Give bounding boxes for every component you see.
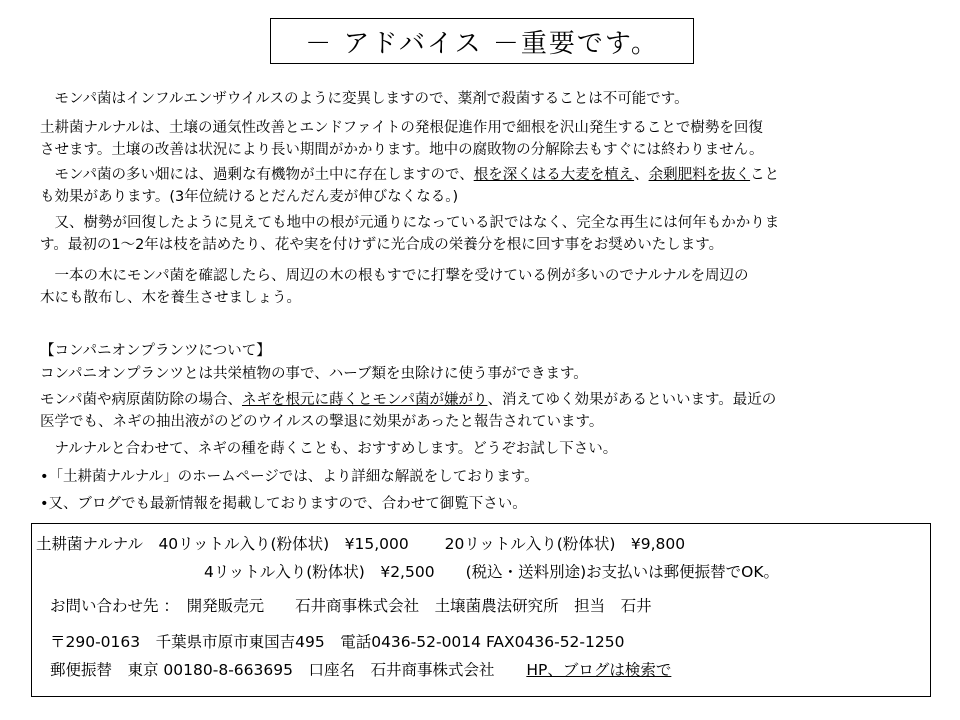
text-line: モンパ菌はインフルエンザウイルスのように変異しますので、薬剤で殺菌することは不可能です。 — [40, 91, 689, 107]
postal-account-text: 郵便振替 東京 00180-8-663695 口座名 石井商事株式会社 — [50, 661, 495, 679]
paragraph-try — [40, 438, 920, 460]
text-line: 、消えてゆく効果があるといいます。最近の — [487, 392, 777, 408]
text-line: 土耕菌ナルナルは、土壌の通気性改善とエンドファイトの発根促進作用で細根を沢山発生することで樹勢を回復 — [40, 120, 763, 136]
text-line: 木にも散布し、木を養生させましょう。 — [40, 290, 301, 306]
page-title-box — [270, 18, 694, 64]
text-line: モンパ菌や病原菌防除の場合、 — [40, 392, 242, 408]
text-line: させます。土壌の改善は状況により長い期間がかかります。地中の腐敗物の分解除去もすぐには終わりません。 — [40, 142, 764, 158]
text-line: 又、樹勢が回復したように見えても地中の根が元通りになっている訳ではなく、完全な再生には何年もかかりま — [40, 215, 780, 231]
text-line: 一本の木にモンパ菌を確認したら、周辺の木の根もすでに打撃を受けている例が多いのでナルナルを周辺の — [40, 268, 749, 284]
hp-search-link[interactable]: HP、ブログは検索で — [526, 661, 672, 679]
paragraph-companion — [40, 363, 920, 385]
section-heading — [40, 340, 920, 362]
contact-line: お問い合わせ先 ： 開発販売元 石井商事株式会社 土壌菌農法研究所 担当 石井 — [50, 597, 652, 615]
paragraph-variation — [40, 88, 920, 110]
text-line: モンパ菌の多い畑には、過剰な有機物が土中に存在しますので、 — [40, 167, 474, 183]
underlined-text: ネギを根元に蒔くとモンパ菌が嫌がり — [241, 392, 488, 408]
text-line: ナルナルと合わせて、ネギの種を蒔くことも、おすすめします。どうぞお試し下さい。 — [40, 441, 618, 457]
paragraph-recovery — [40, 212, 920, 256]
underlined-text: 余剰肥料を抜く — [648, 167, 751, 183]
text-line: 医学でも、ネギの抽出液がのどのウイルスの撃退に効果があったと報告されています。 — [40, 414, 604, 430]
text-line: •又、ブログでも最新情報を掲載しておりますので、合わせて御覧下さい。 — [40, 496, 527, 512]
text-line: コンパニオンプランツとは共栄植物の事で、ハーブ類を虫除けに使う事ができます。 — [40, 366, 588, 382]
text-line: す。最初の1～2年は枝を詰めたり、花や実を付けずに光合成の栄養分を根に回す事をお奨めいたします。 — [40, 237, 724, 253]
paragraph-negi — [40, 389, 920, 433]
paragraph-barley — [40, 164, 920, 208]
bullet-blog — [40, 493, 920, 515]
heading-text: 【コンパニオンプランツについて】 — [40, 343, 271, 359]
text-line: 、 — [634, 167, 649, 183]
text-line: こと — [750, 167, 780, 183]
paragraph-surrounding-trees — [40, 265, 920, 309]
text-line: •「土耕菌ナルナル」のホームページでは、より詳細な解説をしております。 — [40, 469, 539, 485]
underlined-text: 根を深くはる大麦を植え — [473, 167, 635, 183]
address-line: 〒290-0163 千葉県市原市東国吉495 電話0436-52-0014 FAX0436-52-1250 — [50, 633, 625, 651]
paragraph-narunaru — [40, 117, 920, 161]
product-line-2: 4リットル入り(粉体状) ¥2,500 (税込・送料別途)お支払いは郵便振替でOK。 — [204, 563, 780, 581]
postal-line — [50, 660, 671, 680]
text-line: も効果があります。(3年位続けるとだんだん麦が伸びなくなる。) — [40, 189, 459, 205]
page-title: － アドバイス －重要です。 — [305, 28, 659, 59]
bullet-homepage — [40, 466, 920, 488]
footer-info-box — [31, 523, 931, 697]
product-line-1: 土耕菌ナルナル 40リットル入り(粉体状) ¥15,000 20リットル入り(粉体状) ¥9,800 — [36, 535, 686, 553]
